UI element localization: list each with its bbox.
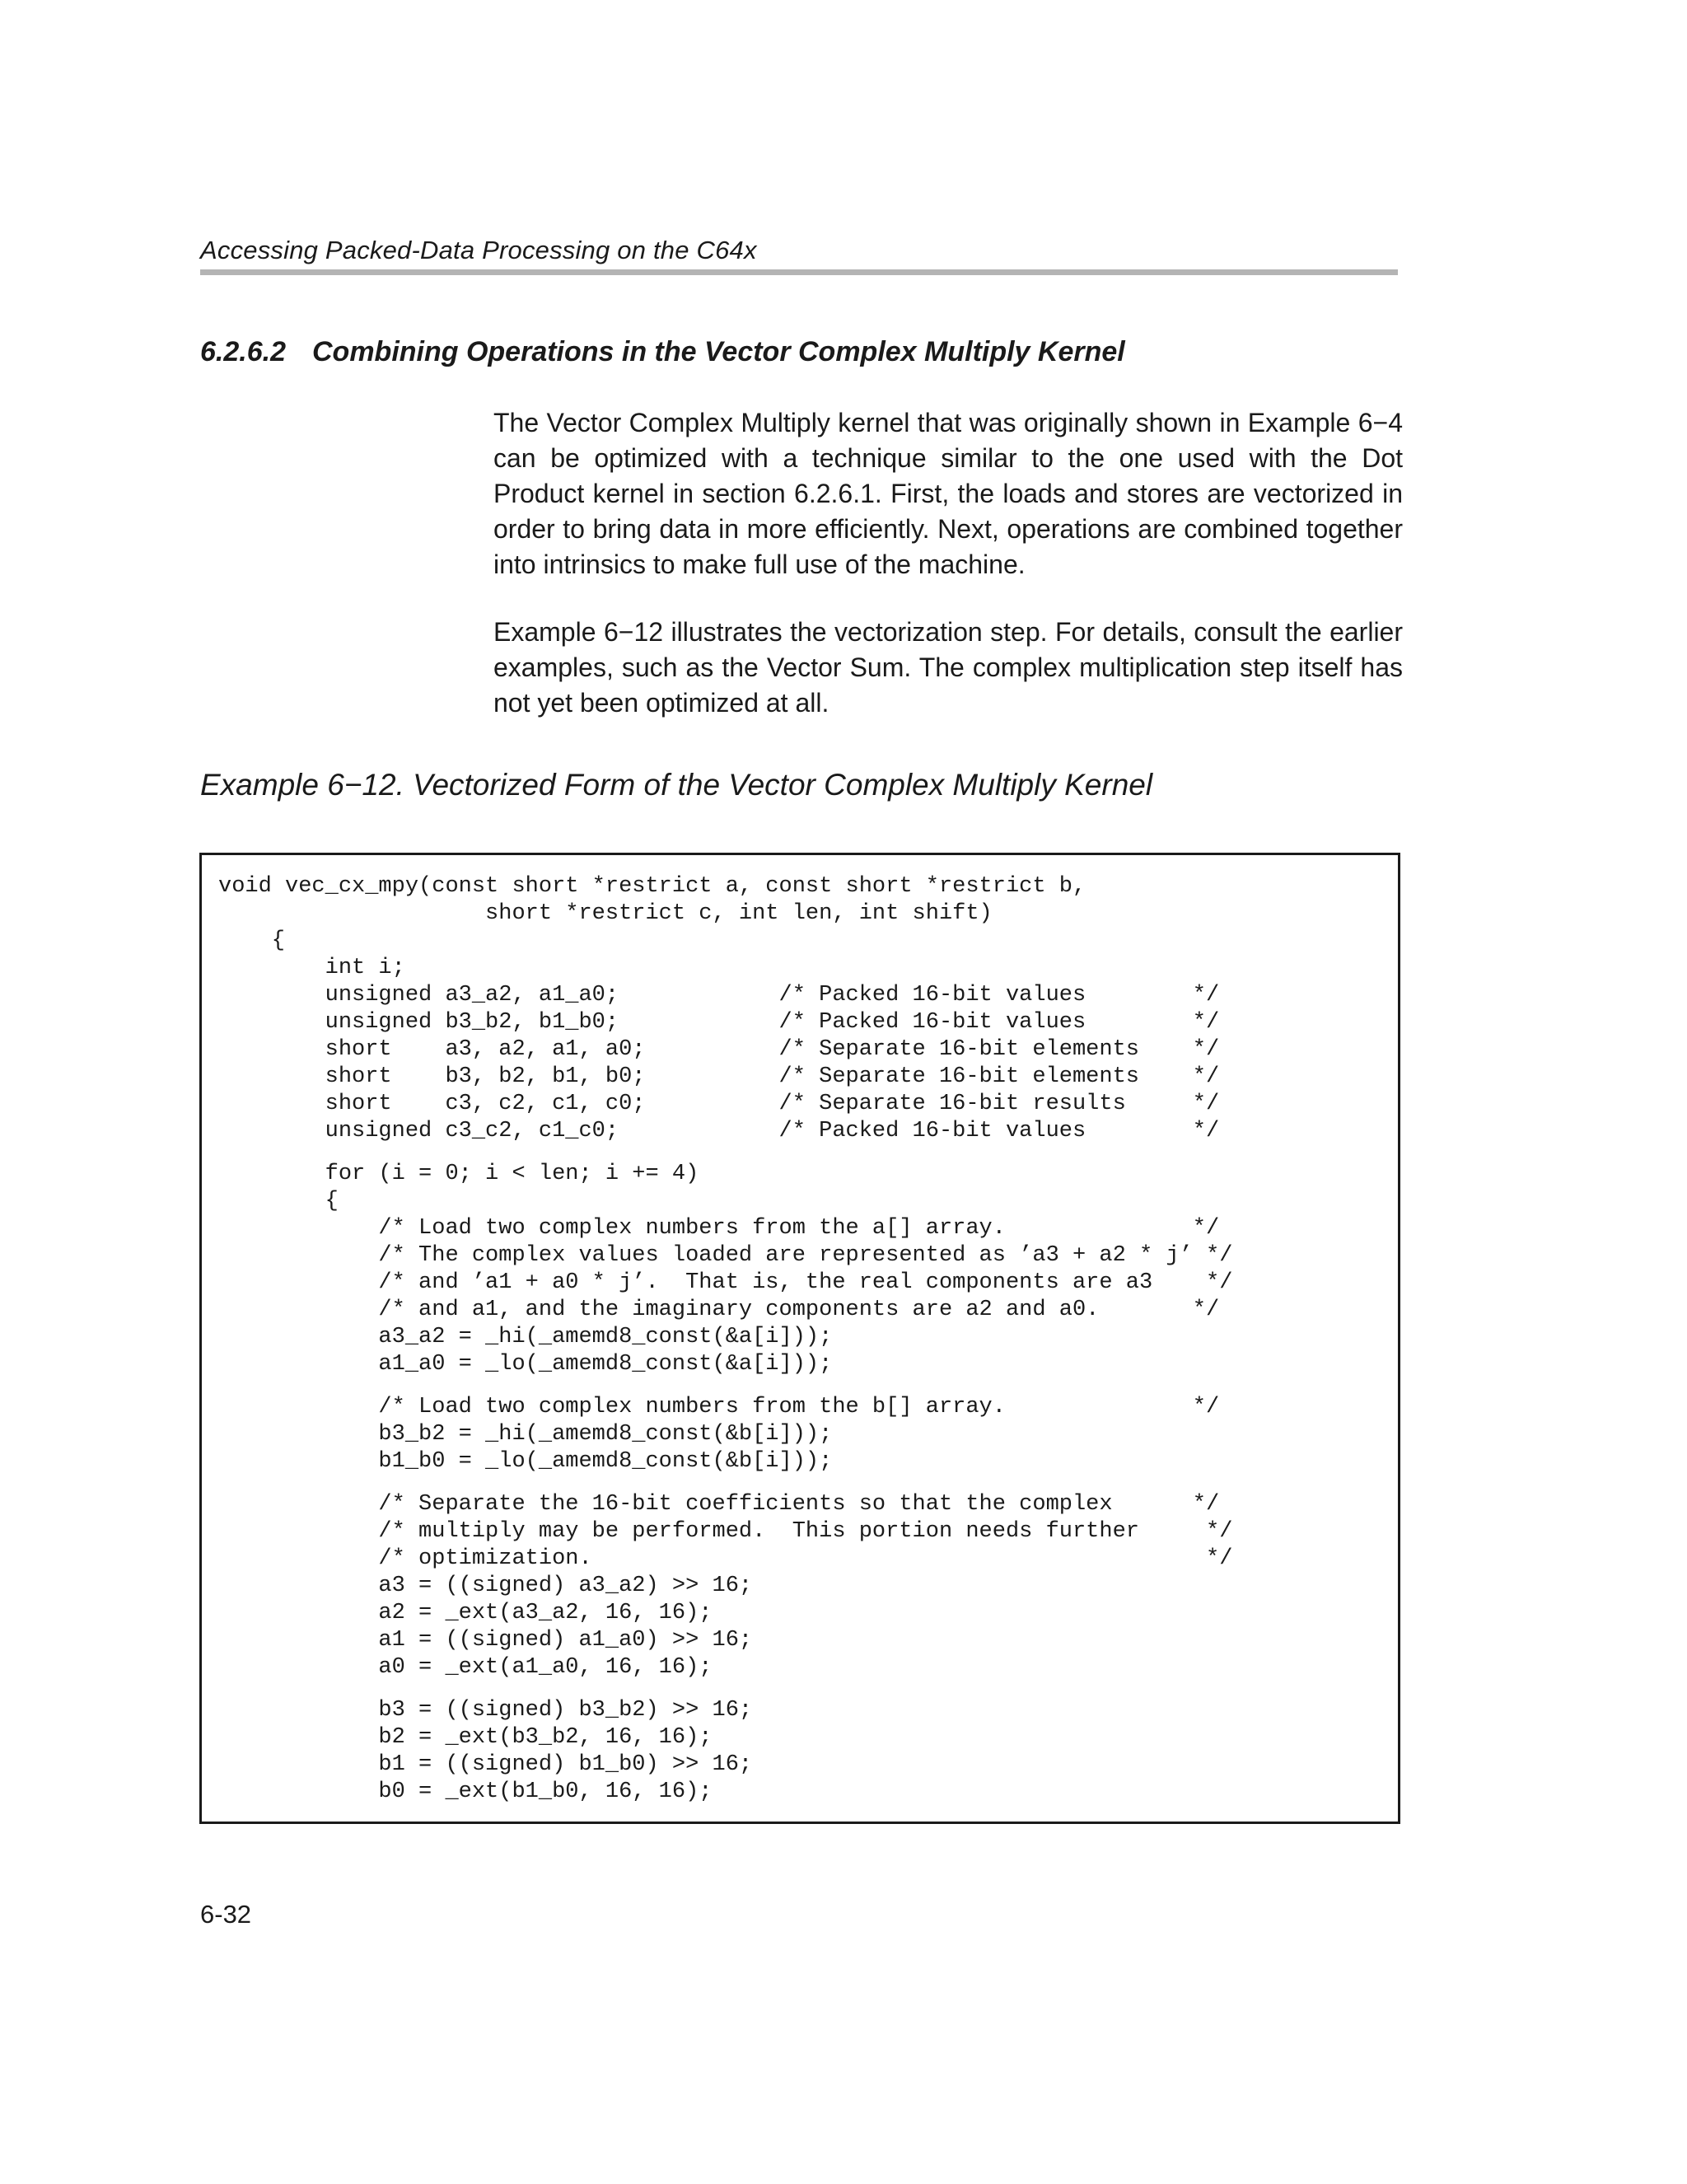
code-line: a3_a2 = _hi(_amemd8_const(&a[i])); bbox=[218, 1325, 833, 1349]
running-header: Accessing Packed-Data Processing on the C64x bbox=[200, 236, 757, 264]
code-line: /* and a1, and the imaginary components are a2 and a0. */ bbox=[218, 1298, 1220, 1322]
code-line: b1_b0 = _lo(_amemd8_const(&b[i])); bbox=[218, 1449, 833, 1474]
code-line: for (i = 0; i < len; i += 4) bbox=[218, 1162, 699, 1186]
code-line: { bbox=[218, 928, 286, 953]
page-number: 6-32 bbox=[200, 1900, 252, 1929]
code-line: unsigned b3_b2, b1_b0; /* Packed 16-bit values */ bbox=[218, 1010, 1220, 1035]
code-line: b1 = ((signed) b1_b0) >> 16; bbox=[218, 1752, 753, 1777]
section-title: Combining Operations in the Vector Complex Multiply Kernel bbox=[312, 336, 1125, 367]
code-line: /* The complex values loaded are represented as ’a3 + a2 * j’ */ bbox=[218, 1243, 1233, 1268]
code-line: { bbox=[218, 1189, 339, 1214]
code-line: /* multiply may be performed. This portion needs further */ bbox=[218, 1519, 1233, 1544]
code-line: short a3, a2, a1, a0; /* Separate 16-bit elements */ bbox=[218, 1037, 1220, 1062]
code-listing bbox=[218, 873, 1232, 1806]
section-number: 6.2.6.2 bbox=[200, 336, 286, 367]
code-line: b3 = ((signed) b3_b2) >> 16; bbox=[218, 1698, 753, 1723]
code-line: void vec_cx_mpy(const short *restrict a, const short *restrict b, bbox=[218, 874, 1087, 899]
example-caption: Example 6−12. Vectorized Form of the Vector Complex Multiply Kernel bbox=[200, 768, 1153, 802]
code-line: short *restrict c, int len, int shift) bbox=[218, 901, 993, 926]
code-line: a1 = ((signed) a1_a0) >> 16; bbox=[218, 1628, 753, 1653]
code-line: b0 = _ext(b1_b0, 16, 16); bbox=[218, 1779, 713, 1804]
code-line: a1_a0 = _lo(_amemd8_const(&a[i])); bbox=[218, 1352, 833, 1377]
code-line: /* Load two complex numbers from the a[] array. */ bbox=[218, 1216, 1220, 1241]
section-heading bbox=[200, 336, 1125, 368]
code-line: /* optimization. */ bbox=[218, 1546, 1233, 1571]
code-line: unsigned c3_c2, c1_c0; /* Packed 16-bit values */ bbox=[218, 1119, 1220, 1143]
body-paragraph: Example 6−12 illustrates the vectorization step. For details, consult the earlier examples, such as the Vector Sum. The complex multiplication step itself has not yet been optimized at all. bbox=[493, 617, 1403, 718]
header-rule bbox=[200, 269, 1398, 275]
code-line: short c3, c2, c1, c0; /* Separate 16-bit results */ bbox=[218, 1092, 1220, 1116]
code-line: b2 = _ext(b3_b2, 16, 16); bbox=[218, 1725, 713, 1750]
code-line: a0 = _ext(a1_a0, 16, 16); bbox=[218, 1655, 713, 1680]
code-line: a2 = _ext(a3_a2, 16, 16); bbox=[218, 1601, 713, 1625]
code-line: /* and ’a1 + a0 * j’. That is, the real components are a3 */ bbox=[218, 1270, 1233, 1295]
code-line: int i; bbox=[218, 956, 405, 980]
code-line: unsigned a3_a2, a1_a0; /* Packed 16-bit values */ bbox=[218, 983, 1220, 1008]
code-line: short b3, b2, b1, b0; /* Separate 16-bit elements */ bbox=[218, 1064, 1220, 1089]
body-paragraph: The Vector Complex Multiply kernel that was originally shown in Example 6−4 can be optimized with a technique similar to the one used with the Dot Product kernel in section 6.2.6.1. First, the loads and stores are vectorized in order to bring data in more efficiently. Next, operations are combined together into intrinsics to make full use of the machine. bbox=[493, 408, 1403, 579]
code-line: a3 = ((signed) a3_a2) >> 16; bbox=[218, 1574, 753, 1598]
code-listing-box bbox=[199, 853, 1400, 1824]
code-line: b3_b2 = _hi(_amemd8_const(&b[i])); bbox=[218, 1422, 833, 1447]
code-line: /* Load two complex numbers from the b[] array. */ bbox=[218, 1395, 1220, 1419]
code-line: /* Separate the 16-bit coefficients so that the complex */ bbox=[218, 1492, 1220, 1517]
